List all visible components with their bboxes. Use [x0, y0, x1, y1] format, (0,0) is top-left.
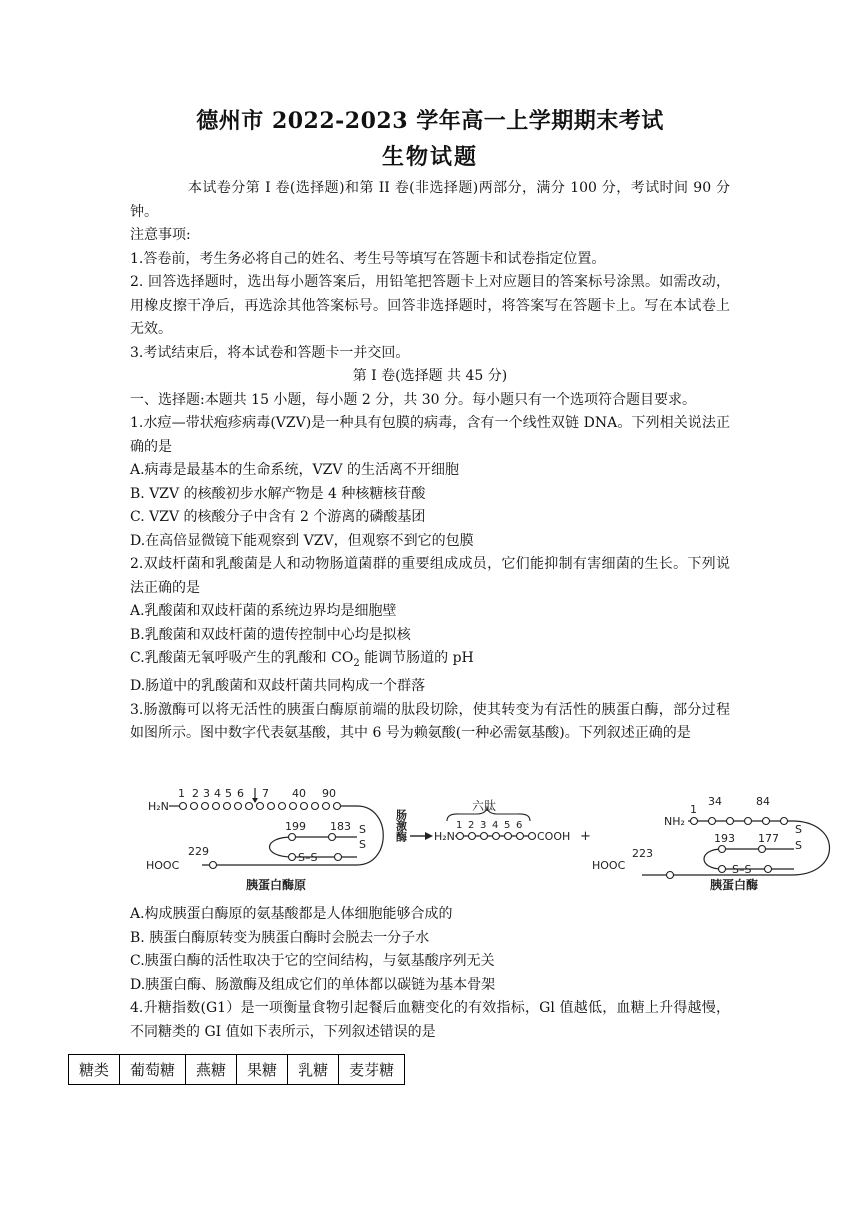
sulfur-label: S [795, 839, 802, 852]
aa-number: 183 [330, 820, 351, 833]
aa-number: 5 [504, 820, 511, 831]
aa-number: 5 [225, 787, 232, 800]
question-3-option-a: A.构成胰蛋白酶原的氨基酸都是人体细胞能够合成的 [130, 906, 453, 922]
question-2-option-c [130, 647, 730, 675]
cooh-label: COOH [537, 830, 571, 843]
h2n-label: H₂N [434, 830, 455, 843]
hexapeptide-label: 六肽 [472, 799, 497, 813]
exam-body-continued [130, 903, 730, 1044]
trypsinogen-chain [180, 803, 341, 810]
question-3-option-c: C.胰蛋白酶的活性取决于它的空间结构，与氨基酸序列无关 [130, 953, 495, 969]
trypsin-activation-figure [142, 785, 842, 895]
hooc-label: HOOC [146, 859, 180, 872]
nh2-label: NH₂ [664, 815, 685, 828]
sulfur-label: S [359, 823, 366, 836]
aa-number: 2 [192, 787, 199, 800]
question-1-option-c: C. VZV 的核酸分子中含有 2 个游离的磷酸基团 [130, 509, 426, 525]
aa-number: 6 [516, 820, 523, 831]
aa-number: 3 [203, 787, 210, 800]
table-header-cell: 麦芽糖 [339, 1055, 405, 1085]
intro-paragraph: 本试卷分第 I 卷(选择题)和第 II 卷(非选择题)两部分，满分 100 分，考试时间 90 分钟。 [130, 180, 730, 220]
trypsinogen-label: 胰蛋白酶原 [246, 878, 307, 892]
table-header-cell: 葡萄糖 [120, 1055, 186, 1085]
subscript-2: 2 [353, 657, 360, 669]
question-4-stem: 4.升糖指数(G1）是一项衡量食物引起餐后血糖变化的有效指标，Gl 值越低，血糖上升得越慢，不同糖类的 GI 值如下表所示，下列叙述错误的是 [130, 1000, 730, 1040]
aa-number: 229 [188, 845, 209, 858]
aa-number: 177 [758, 832, 779, 845]
trypsin-label: 胰蛋白酶 [710, 878, 759, 892]
aa-number: 90 [322, 787, 336, 800]
aa-number: 40 [292, 787, 306, 800]
aa-number: 1 [690, 803, 697, 816]
sulfur-label: S [795, 823, 802, 836]
section-title: 第 I 卷(选择题 共 45 分) [352, 368, 508, 384]
gi-table [68, 1054, 405, 1085]
enterokinase-label: 肠激酶 [394, 809, 408, 842]
question-2-option-b: B.乳酸菌和双歧杆菌的遗传控制中心均是拟核 [130, 626, 411, 643]
aa-number: 1 [456, 820, 463, 831]
aa-number: 34 [708, 795, 722, 808]
option-c-text: C.乳酸菌无氧呼吸产生的乳酸和 CO [130, 650, 354, 666]
exam-title: 德州市 2022-2023 学年高一上学期期末考试 [196, 108, 664, 134]
question-3-option-d: D.胰蛋白酶、肠激酶及组成它们的单体都以碳链为基本骨架 [130, 976, 496, 993]
notice-title: 注意事项: [130, 227, 191, 243]
aa-number: 84 [756, 795, 770, 808]
question-2-stem: 2.双歧杆菌和乳酸菌是人和动物肠道菌群的重要组成成员，它们能抑制有害细菌的生长。下列说法正确的是 [130, 556, 730, 596]
aa-number: 193 [714, 832, 735, 845]
disulfide-label: S–S [298, 851, 318, 864]
aa-number: 4 [492, 820, 499, 831]
option-c-tail: 能调节肠道的 pH [359, 650, 474, 666]
question-3-option-b: B. 胰蛋白酶原转变为胰蛋白酶时会脱去一分子水 [130, 929, 430, 946]
aa-number: 2 [468, 820, 475, 831]
table-row [69, 1055, 405, 1085]
aa-number: 199 [285, 820, 306, 833]
aa-number: 1 [178, 787, 185, 800]
aa-number: 223 [632, 847, 653, 860]
question-1-option-a: A.病毒是最基本的生命系统，VZV 的生活离不开细胞 [130, 462, 459, 478]
exam-subtitle: 生物试题 [381, 144, 478, 170]
exam-body [130, 177, 730, 746]
notice-item: 2. 回答选择题时，选出每小题答案后，用铅笔把答题卡上对应题目的答案标号涂黑。如需改动，用橡皮擦干净后，再选涂其他答案标号。回答非选择题时，将答案写在答题卡上。写在本试卷上无效。 [130, 274, 730, 337]
disulfide-label: S–S [732, 863, 752, 876]
hooc-label: HOOC [592, 859, 626, 872]
plus-sign: + [580, 829, 591, 844]
question-2-option-a: A.乳酸菌和双歧杆菌的系统边界均是细胞壁 [130, 603, 397, 619]
table-header-cell: 糖类 [69, 1055, 120, 1085]
table-header-cell: 乳糖 [288, 1055, 339, 1085]
section-instructions: 一、选择题:本题共 15 小题，每小题 2 分，共 30 分。每小题只有一个选项符合题目要求。 [130, 391, 696, 408]
aa-number: 7 [262, 787, 269, 800]
question-3-stem: 3.肠激酶可以将无活性的胰蛋白酶原前端的肽段切除，使其转变为有活性的胰蛋白酶，部分过程如图所示。图中数字代表氨基酸，其中 6 号为赖氨酸(一种必需氨基酸)。下列叙述正确的是 [130, 701, 730, 742]
question-2-option-d: D.肠道中的乳酸菌和双歧杆菌共同构成一个群落 [130, 678, 426, 695]
sulfur-label: S [359, 838, 366, 851]
table-header-cell: 果糖 [237, 1055, 288, 1085]
h2n-label: H₂N [148, 800, 169, 813]
aa-number: 4 [214, 787, 221, 800]
question-1-option-d: D.在高倍显微镜下能观察到 VZV，但观察不到它的包膜 [130, 532, 474, 549]
notice-item: 3.考试结束后，将本试卷和答题卡一并交回。 [130, 344, 410, 361]
notice-item: 1.答卷前，考生务必将自己的姓名、考生号等填写在答题卡和试卷指定位置。 [130, 250, 606, 267]
aa-number: 3 [480, 820, 487, 831]
aa-number: 6 [237, 787, 244, 800]
table-header-cell: 燕糖 [186, 1055, 237, 1085]
question-1-stem: 1.水痘—带状疱疹病毒(VZV)是一种具有包膜的病毒，含有一个线性双链 DNA。下列相关说法正确的是 [130, 415, 730, 455]
question-1-option-b: B. VZV 的核酸初步水解产物是 4 种核糖核苷酸 [130, 485, 426, 502]
